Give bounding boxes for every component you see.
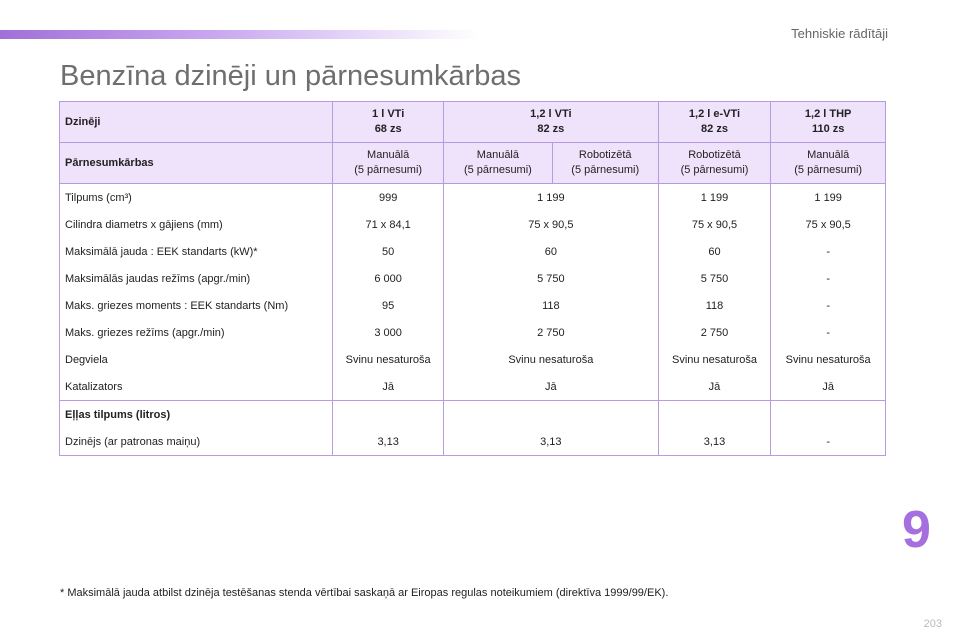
row-value: 60: [444, 238, 659, 265]
gearbox-header-row: [60, 143, 886, 184]
row-value: 999: [333, 184, 444, 212]
row-value: 75 x 90,5: [444, 211, 659, 238]
row-value: 118: [658, 292, 771, 319]
engine-power: 110 zs: [811, 123, 845, 135]
row-value: 95: [333, 292, 444, 319]
row-value: Svinu nesaturoša: [771, 346, 886, 373]
row-value: Jā: [333, 373, 444, 401]
row-label: Degviela: [60, 346, 333, 373]
row-value: 5 750: [658, 265, 771, 292]
oil-header-row: [60, 401, 886, 429]
table-row: [60, 428, 886, 456]
table-row: [60, 373, 886, 401]
row-value: -: [771, 238, 886, 265]
table-row: [60, 265, 886, 292]
row-value: 75 x 90,5: [658, 211, 771, 238]
row-value: Svinu nesaturoša: [658, 346, 771, 373]
row-value: -: [771, 265, 886, 292]
row-value: 1 199: [444, 184, 659, 212]
row-value: Svinu nesaturoša: [333, 346, 444, 373]
row-value: 50: [333, 238, 444, 265]
engine-name: 1,2 l VTi: [530, 108, 572, 120]
row-label: Tilpums (cm³): [60, 184, 333, 212]
row-label: Katalizators: [60, 373, 333, 401]
section-title: Tehniskie rādītāji: [791, 26, 888, 41]
gearbox-cell: Manuālā (5 pārnesumi): [333, 143, 444, 184]
row-value: -: [771, 319, 886, 346]
row-value: -: [771, 292, 886, 319]
row-value: 2 750: [444, 319, 659, 346]
engine-header-cell: [333, 102, 444, 143]
page-number: 203: [923, 618, 942, 630]
engine-power: 82 zs: [701, 123, 728, 135]
row-label: Dzinējs (ar patronas maiņu): [60, 428, 333, 456]
row-value: Jā: [444, 373, 659, 401]
engine-name: 1,2 l THP: [804, 108, 852, 120]
gearbox-cell: Robotizētā (5 pārnesumi): [658, 143, 771, 184]
row-value: 3 000: [333, 319, 444, 346]
row-value: Jā: [658, 373, 771, 401]
engine-name: 1,2 l e-VTi: [688, 108, 741, 120]
engine-header-cell: [771, 102, 886, 143]
footnote: * Maksimālā jauda atbilst dzinēja testēšanas stenda vērtībai saskaņā ar Eiropas regulas noteikumiem (direktīva 1999/99/EK).: [60, 587, 669, 599]
row-value: 3,13: [333, 428, 444, 456]
row-value: 60: [658, 238, 771, 265]
engine-power: 68 zs: [374, 123, 402, 135]
row-value: 1 199: [658, 184, 771, 212]
gearbox-cell: Robotizētā (5 pārnesumi): [552, 143, 658, 184]
oil-header-label: Eļļas tilpums (litros): [60, 401, 333, 429]
row-value: 71 x 84,1: [333, 211, 444, 238]
table-row: [60, 238, 886, 265]
engine-header-row: [60, 102, 886, 143]
row-value: -: [771, 428, 886, 456]
table-row: [60, 319, 886, 346]
gearbox-cell: Manuālā (5 pārnesumi): [444, 143, 553, 184]
row-value: 75 x 90,5: [771, 211, 886, 238]
row-label: Maksimālā jauda : EEK standarts (kW)*: [60, 238, 333, 265]
engine-header-cell: [444, 102, 659, 143]
row-value: Jā: [771, 373, 886, 401]
header-accent-bar: [0, 30, 480, 39]
row-value: 118: [444, 292, 659, 319]
gearbox-cell: Manuālā (5 pārnesumi): [771, 143, 886, 184]
row-label: Maksimālās jaudas režīms (apgr./min): [60, 265, 333, 292]
table-row: [60, 184, 886, 212]
engine-name: 1 l VTi: [372, 108, 405, 120]
row-value: 2 750: [658, 319, 771, 346]
engine-header-cell: [658, 102, 771, 143]
table-row: [60, 346, 886, 373]
table-row: [60, 292, 886, 319]
gearbox-header-label: Pārnesumkārbas: [60, 143, 333, 184]
page-title: Benzīna dzinēji un pārnesumkārbas: [60, 60, 522, 92]
row-value: 1 199: [771, 184, 886, 212]
engine-power: 82 zs: [537, 123, 565, 135]
engine-spec-table: [59, 101, 886, 456]
engine-header-label: Dzinēji: [60, 102, 333, 143]
row-label: Maks. griezes režīms (apgr./min): [60, 319, 333, 346]
row-value: 5 750: [444, 265, 659, 292]
table-row: [60, 211, 886, 238]
chapter-number: 9: [902, 501, 931, 559]
row-label: Maks. griezes moments : EEK standarts (Nm): [60, 292, 333, 319]
row-value: 3,13: [658, 428, 771, 456]
row-value: 3,13: [444, 428, 659, 456]
row-value: 6 000: [333, 265, 444, 292]
row-label: Cilindra diametrs x gājiens (mm): [60, 211, 333, 238]
row-value: Svinu nesaturoša: [444, 346, 659, 373]
